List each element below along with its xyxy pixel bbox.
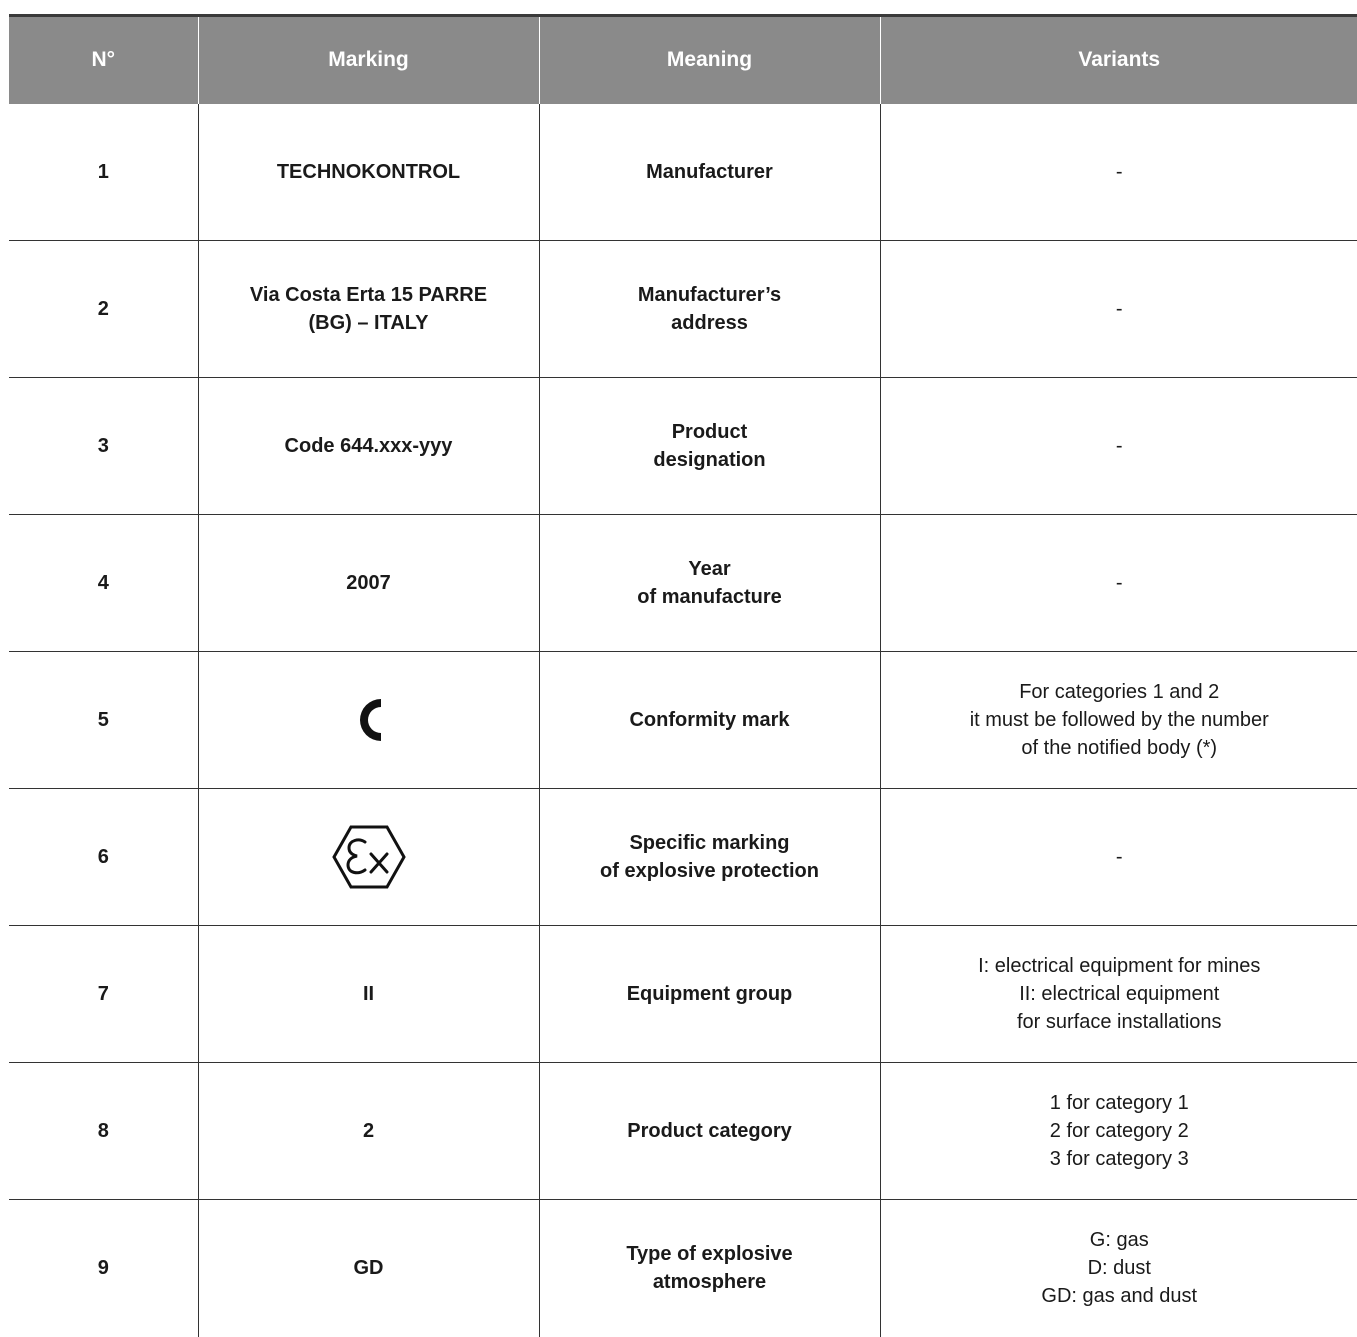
variants-line: For categories 1 and 2 <box>1019 681 1220 703</box>
row-marking <box>198 652 539 789</box>
row-variants <box>880 1063 1357 1200</box>
table-row <box>9 1063 1357 1200</box>
variants-line: 2 for category 2 <box>1049 1120 1189 1142</box>
table-row <box>9 1200 1357 1337</box>
row-number: 8 <box>9 1063 198 1200</box>
row-variants <box>880 104 1357 241</box>
row-meaning <box>539 789 880 926</box>
row-meaning <box>539 1200 880 1337</box>
table-row <box>9 515 1357 652</box>
variants-line: D: dust <box>1087 1257 1151 1280</box>
row-meaning <box>539 652 880 789</box>
row-variants <box>880 515 1357 652</box>
row-variants <box>880 241 1357 378</box>
row-number: 7 <box>9 926 198 1063</box>
row-number: 3 <box>9 378 198 515</box>
variants-line: GD: gas and dust <box>1041 1285 1198 1308</box>
row-number: 2 <box>9 241 198 378</box>
row-number: 1 <box>9 104 198 241</box>
meaning-line: Manufacturer <box>646 160 773 183</box>
row-variants <box>880 378 1357 515</box>
marking-table <box>9 14 1357 1337</box>
table-row <box>9 241 1357 378</box>
meaning-line: of manufacture <box>637 586 782 608</box>
address-text: Via Costa Erta 15 PARRE (BG) – ITALY <box>249 284 488 334</box>
row-meaning <box>539 515 880 652</box>
variants-line: - <box>1115 435 1123 457</box>
row-meaning <box>539 378 880 515</box>
row-meaning <box>539 926 880 1063</box>
variants-line: for surface installations <box>1016 1011 1222 1033</box>
meaning-line: Equipment group <box>626 983 793 1005</box>
header-variants: Variants <box>880 16 1357 104</box>
row-marking: GD <box>198 1200 539 1337</box>
row-marking: 2007 <box>198 515 539 652</box>
variants-line: 3 for category 3 <box>1049 1148 1189 1170</box>
row-number: 9 <box>97 1257 109 1280</box>
ex-explosion-protection-icon <box>331 824 407 890</box>
row-meaning <box>539 1063 880 1200</box>
variants-line: 1 for category 1 <box>1049 1092 1189 1114</box>
meaning-line: atmosphere <box>652 1271 767 1294</box>
row-marking: 2 <box>198 1063 539 1200</box>
header-meaning: Meaning <box>539 16 880 104</box>
table-row <box>9 652 1357 789</box>
row-marking <box>198 241 539 378</box>
row-marking: Code 644.xxx-yyy <box>198 378 539 515</box>
meaning-line: Manufacturer’s <box>637 284 782 306</box>
meaning-line: Type of explosive <box>626 1243 793 1266</box>
table-header-row <box>9 16 1357 104</box>
variants-line: - <box>1115 572 1123 594</box>
row-meaning <box>539 104 880 241</box>
variants-line: G: gas <box>1089 1229 1149 1252</box>
meaning-line: Specific marking <box>629 832 790 854</box>
table-row <box>9 104 1357 241</box>
row-variants <box>880 926 1357 1063</box>
meaning-line: address <box>671 312 748 334</box>
row-marking <box>198 789 539 926</box>
variants-line: - <box>1115 298 1123 320</box>
meaning-line: Year <box>688 558 731 580</box>
variants-line: it must be followed by the number <box>969 709 1269 731</box>
row-meaning <box>539 241 880 378</box>
row-variants <box>880 652 1357 789</box>
meaning-line: designation <box>653 449 766 471</box>
header-number: N° <box>9 16 198 104</box>
row-number: 6 <box>9 789 198 926</box>
variants-line: I: electrical equipment for mines <box>978 955 1261 977</box>
table-row <box>9 789 1357 926</box>
variants-line: - <box>1115 846 1123 868</box>
table-row <box>9 926 1357 1063</box>
variants-line: II: electrical equipment <box>1019 983 1220 1005</box>
table-row <box>9 378 1357 515</box>
header-marking: Marking <box>198 16 539 104</box>
row-marking: II <box>198 926 539 1063</box>
row-number: 4 <box>9 515 198 652</box>
ce-conformity-mark-icon <box>349 695 389 745</box>
row-marking: TECHNOKONTROL <box>198 104 539 241</box>
row-number: 5 <box>9 652 198 789</box>
row-variants <box>880 789 1357 926</box>
variants-line: - <box>1115 160 1123 183</box>
row-variants <box>880 1200 1357 1337</box>
variants-line: of the notified body (*) <box>1021 737 1218 759</box>
meaning-line: Product <box>671 421 748 443</box>
meaning-line: Product category <box>627 1120 792 1142</box>
meaning-line: Conformity mark <box>629 709 790 731</box>
meaning-line: of explosive protection <box>600 860 819 882</box>
